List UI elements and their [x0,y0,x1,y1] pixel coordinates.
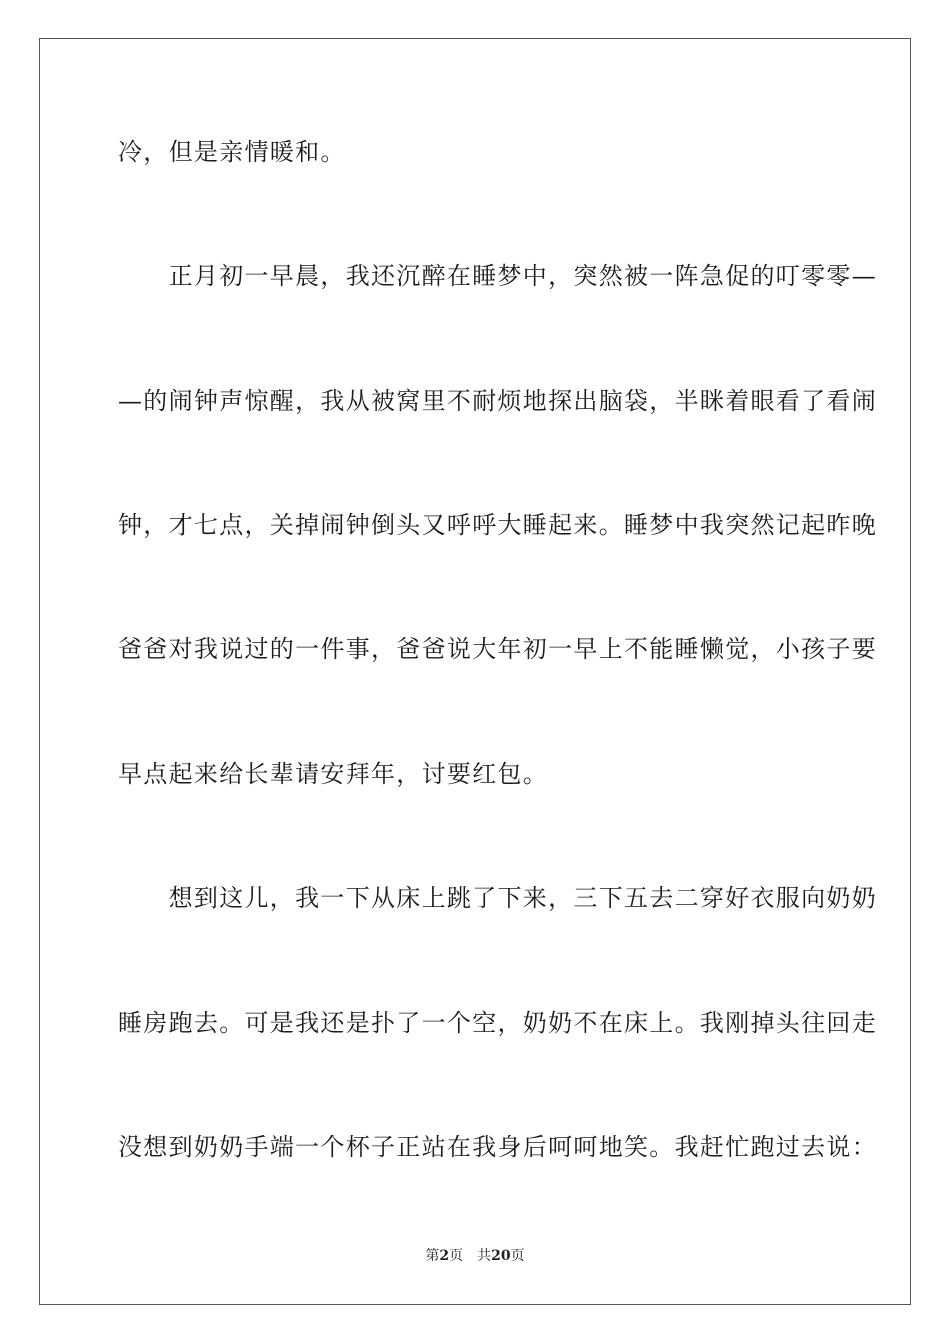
text-line: 钟，才七点，关掉闹钟倒头又呼呼大睡起来。睡梦中我突然记起昨晚 [118,511,877,539]
paragraph-first-line: 正月初一早晨，我还沉醉在睡梦中，突然被一阵急促的叮零零— [118,262,877,290]
text-line: 睡房跑去。可是我还是扑了一个空，奶奶不在床上。我刚掉头往回走 [118,1009,877,1037]
paragraph-first-line: 想到这儿，我一下从床上跳了下来，三下五去二穿好衣服向奶奶 [118,884,877,912]
text-line: 爸爸对我说过的一件事，爸爸说大年初一早上不能睡懒觉，小孩子要 [118,635,877,663]
total-page-count: 20 [491,1248,511,1264]
total-pages-suffix: 页 [510,1248,525,1264]
text-line: 早点起来给长辈请安拜年，讨要红包。 [118,760,549,788]
text-line: —的闹钟声惊醒，我从被窝里不耐烦地探出脑袋，半眯着眼看了看闹 [118,387,877,415]
text-line: 冷，但是亲情暖和。 [118,138,346,166]
text-line: 没想到奶奶手端一个杯子正站在我身后呵呵地笑。我赶忙跑过去说： [118,1133,877,1161]
page-footer [0,1247,950,1265]
page-number-prefix: 第 [425,1248,440,1264]
page-number-suffix: 页 [449,1248,464,1264]
page-border [39,38,911,1305]
total-pages-prefix: 共 [477,1248,492,1264]
current-page-number: 2 [439,1248,450,1264]
